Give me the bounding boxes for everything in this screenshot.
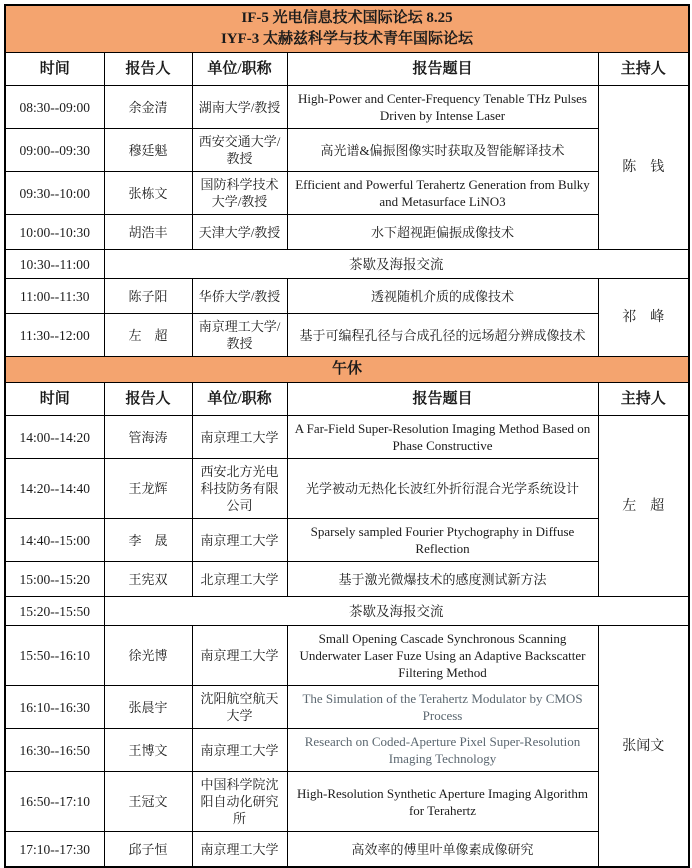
time-cell: 14:00--14:20 [5,416,104,459]
chair-cell: 陈 钱 [598,86,689,250]
speaker-cell: 张栋文 [104,172,192,215]
column-header-chair: 主持人 [598,53,689,86]
break-label-cell: 茶歇及海报交流 [104,250,689,279]
time-cell: 08:30--09:00 [5,86,104,129]
talk-row [5,129,689,172]
break-label-cell: 茶歇及海报交流 [104,597,689,626]
talk-row [5,215,689,250]
talk-row [5,459,689,519]
speaker-cell: 王龙辉 [104,459,192,519]
forum-title-line2: IYF-3 太赫兹科学与技术青年国际论坛 [220,31,474,47]
column-header-title: 报告题目 [287,383,598,416]
column-header-time: 时间 [5,383,104,416]
affiliation-cell: 南京理工大学 [192,416,287,459]
column-header-time: 时间 [5,53,104,86]
title-cell: 水下超视距偏振成像技术 [287,215,598,250]
talk-row [5,626,689,686]
column-header-speaker: 报告人 [104,383,192,416]
affiliation-cell: 南京理工大学 [192,626,287,686]
break-time-cell: 15:20--15:50 [5,597,104,626]
forum-header [5,5,689,53]
chair-cell: 左 超 [598,416,689,597]
title-cell: 基于可编程孔径与合成孔径的远场超分辨成像技术 [287,314,598,357]
time-cell: 15:50--16:10 [5,626,104,686]
speaker-cell: 余金清 [104,86,192,129]
speaker-cell: 管海涛 [104,416,192,459]
time-cell: 10:00--10:30 [5,215,104,250]
talk-row [5,686,689,729]
title-cell: Efficient and Powerful Terahertz Generation from Bulky and Metasurface LiNO3 [287,172,598,215]
title-cell: Small Opening Cascade Synchronous Scanning Underwater Laser Fuze Using an Adaptive Backscatter Filtering Method [287,626,598,686]
column-header-affiliation: 单位/职称 [192,53,287,86]
chair-cell: 祁 峰 [598,279,689,357]
talk-row [5,519,689,562]
forum-schedule-table [4,4,690,868]
time-cell: 11:00--11:30 [5,279,104,314]
speaker-cell: 张晨宇 [104,686,192,729]
title-cell: 透视随机介质的成像技术 [287,279,598,314]
break-row [5,250,689,279]
affiliation-cell: 北京理工大学 [192,562,287,597]
time-cell: 14:20--14:40 [5,459,104,519]
talk-row [5,772,689,832]
forum-header-cell [5,5,689,53]
speaker-cell: 左 超 [104,314,192,357]
forum-title-line1: IF-5 光电信息技术国际论坛 8.25 [241,10,453,26]
title-cell: 光学被动无热化长波红外折衍混合光学系统设计 [287,459,598,519]
affiliation-cell: 天津大学/教授 [192,215,287,250]
title-cell: A Far-Field Super-Resolution Imaging Method Based on Phase Constructive [287,416,598,459]
time-cell: 16:10--16:30 [5,686,104,729]
speaker-cell: 徐光博 [104,626,192,686]
time-cell: 09:30--10:00 [5,172,104,215]
column-header-speaker: 报告人 [104,53,192,86]
speaker-cell: 李 晟 [104,519,192,562]
affiliation-cell: 沈阳航空航天大学 [192,686,287,729]
affiliation-cell: 湖南大学/教授 [192,86,287,129]
lunch-label: 午休 [5,357,689,383]
time-cell: 09:00--09:30 [5,129,104,172]
time-cell: 15:00--15:20 [5,562,104,597]
speaker-cell: 王博文 [104,729,192,772]
title-cell: 基于激光微爆技术的感度测试新方法 [287,562,598,597]
time-cell: 16:30--16:50 [5,729,104,772]
column-header-affiliation: 单位/职称 [192,383,287,416]
talk-row [5,279,689,314]
column-header-chair: 主持人 [598,383,689,416]
speaker-cell: 胡浩丰 [104,215,192,250]
lunch-band [5,357,689,383]
time-cell: 14:40--15:00 [5,519,104,562]
talk-row [5,86,689,129]
talk-row [5,314,689,357]
speaker-cell: 王宪双 [104,562,192,597]
speaker-cell: 穆廷魁 [104,129,192,172]
title-cell: High-Power and Center-Frequency Tenable THz Pulses Driven by Intense Laser [287,86,598,129]
affiliation-cell: 中国科学院沈阳自动化研究所 [192,772,287,832]
title-cell: The Simulation of the Terahertz Modulator by CMOS Process [287,686,598,729]
chair-cell: 张闻文 [598,626,689,868]
break-row [5,597,689,626]
title-cell: Research on Coded-Aperture Pixel Super-Resolution Imaging Technology [287,729,598,772]
affiliation-cell: 国防科学技术大学/教授 [192,172,287,215]
affiliation-cell: 西安交通大学/教授 [192,129,287,172]
column-header-row [5,53,689,86]
title-cell: 高光谱&偏振图像实时获取及智能解译技术 [287,129,598,172]
talk-row [5,172,689,215]
talk-row [5,729,689,772]
affiliation-cell: 南京理工大学 [192,832,287,868]
title-cell: Sparsely sampled Fourier Ptychography in Diffuse Reflection [287,519,598,562]
affiliation-cell: 南京理工大学 [192,519,287,562]
affiliation-cell: 南京理工大学/教授 [192,314,287,357]
affiliation-cell: 南京理工大学 [192,729,287,772]
affiliation-cell: 西安北方光电科技防务有限公司 [192,459,287,519]
title-cell: High-Resolution Synthetic Aperture Imaging Algorithm for Terahertz [287,772,598,832]
time-cell: 11:30--12:00 [5,314,104,357]
talk-row [5,562,689,597]
time-cell: 16:50--17:10 [5,772,104,832]
speaker-cell: 陈子阳 [104,279,192,314]
column-header-title: 报告题目 [287,53,598,86]
talk-row [5,832,689,868]
speaker-cell: 王冠文 [104,772,192,832]
talk-row [5,416,689,459]
speaker-cell: 邱子恒 [104,832,192,868]
column-header-row [5,383,689,416]
title-cell: 高效率的傅里叶单像素成像研究 [287,832,598,868]
break-time-cell: 10:30--11:00 [5,250,104,279]
affiliation-cell: 华侨大学/教授 [192,279,287,314]
time-cell: 17:10--17:30 [5,832,104,868]
